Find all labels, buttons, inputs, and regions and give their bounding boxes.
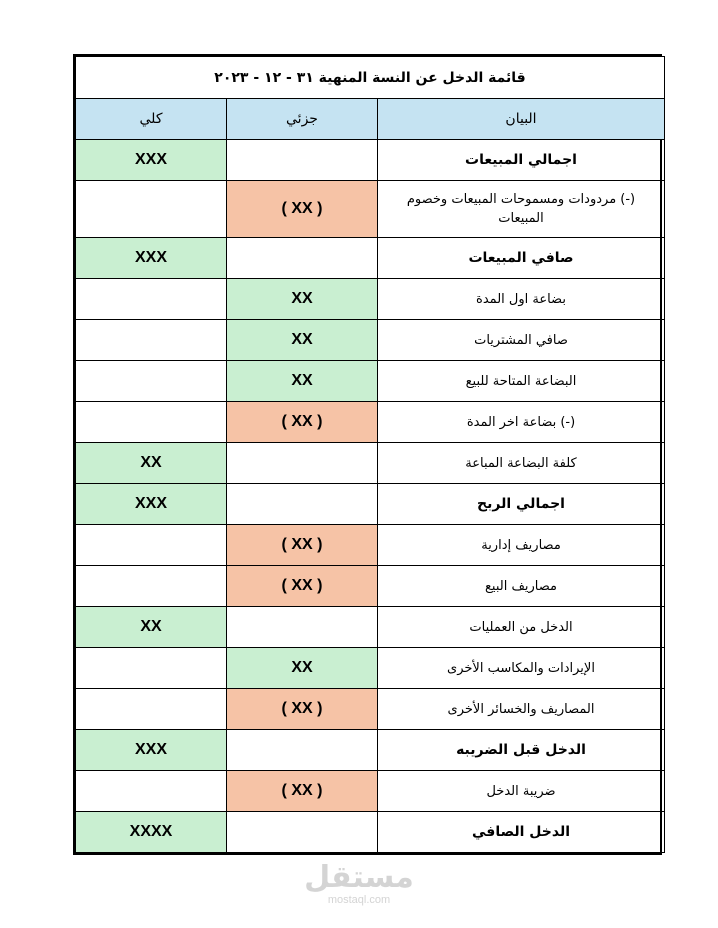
total-cell xyxy=(76,689,227,730)
description-cell: المصاريف والخسائر الأخرى xyxy=(378,689,665,730)
table-row xyxy=(76,689,665,730)
description-cell: بضاعة اول المدة xyxy=(378,279,665,320)
description-cell: (-) مردودات ومسموحات المبيعات وخصوم المبيعات xyxy=(378,181,665,238)
partial-cell xyxy=(227,140,378,181)
total-cell: XXX xyxy=(76,730,227,771)
partial-cell: ( XX ) xyxy=(227,402,378,443)
header-row xyxy=(76,99,665,140)
partial-cell: XX xyxy=(227,320,378,361)
table-row xyxy=(76,443,665,484)
total-cell: XXX xyxy=(76,238,227,279)
table-row xyxy=(76,730,665,771)
total-cell: XXXX xyxy=(76,812,227,853)
table-row xyxy=(76,525,665,566)
statement-title: قائمة الدخل عن النسة المنهية ٣١ - ١٢ - ٢٠٢٣ xyxy=(76,57,665,99)
description-cell: ضريبة الدخل xyxy=(378,771,665,812)
table-row xyxy=(76,238,665,279)
header-partial: جزئي xyxy=(227,99,378,140)
table-row xyxy=(76,771,665,812)
partial-cell: ( XX ) xyxy=(227,689,378,730)
table-row xyxy=(76,279,665,320)
total-cell xyxy=(76,320,227,361)
partial-cell: ( XX ) xyxy=(227,525,378,566)
description-cell: اجمالي الربح xyxy=(378,484,665,525)
table-row xyxy=(76,402,665,443)
partial-cell xyxy=(227,443,378,484)
income-statement-sheet xyxy=(73,54,662,855)
mostaql-watermark xyxy=(0,862,718,906)
description-cell: مصاريف إدارية xyxy=(378,525,665,566)
table-row xyxy=(76,484,665,525)
partial-cell: ( XX ) xyxy=(227,771,378,812)
table-row xyxy=(76,361,665,402)
description-cell: الدخل قبل الضريبه xyxy=(378,730,665,771)
description-cell: الإيرادات والمكاسب الأخرى xyxy=(378,648,665,689)
partial-cell xyxy=(227,484,378,525)
description-cell: صافي المبيعات xyxy=(378,238,665,279)
total-cell xyxy=(76,525,227,566)
total-cell xyxy=(76,181,227,238)
partial-cell xyxy=(227,730,378,771)
table-row xyxy=(76,812,665,853)
description-cell: الدخل الصافي xyxy=(378,812,665,853)
total-cell xyxy=(76,566,227,607)
total-cell: XXX xyxy=(76,140,227,181)
table-row xyxy=(76,648,665,689)
table-row xyxy=(76,607,665,648)
partial-cell: XX xyxy=(227,279,378,320)
total-cell: XX xyxy=(76,607,227,648)
watermark-word: مستقل xyxy=(304,860,414,895)
table-row xyxy=(76,140,665,181)
table-row xyxy=(76,320,665,361)
partial-cell: XX xyxy=(227,361,378,402)
partial-cell xyxy=(227,812,378,853)
description-cell: البضاعة المتاحة للبيع xyxy=(378,361,665,402)
description-cell: صافي المشتريات xyxy=(378,320,665,361)
total-cell xyxy=(76,361,227,402)
description-cell: مصاريف البيع xyxy=(378,566,665,607)
header-description: البيان xyxy=(378,99,665,140)
header-total: كلي xyxy=(76,99,227,140)
total-cell xyxy=(76,402,227,443)
table-row xyxy=(76,181,665,238)
partial-cell xyxy=(227,238,378,279)
total-cell xyxy=(76,771,227,812)
description-cell: كلفة البضاعة المباعة xyxy=(378,443,665,484)
partial-cell: XX xyxy=(227,648,378,689)
description-cell: الدخل من العمليات xyxy=(378,607,665,648)
total-cell: XX xyxy=(76,443,227,484)
title-row xyxy=(76,57,665,99)
total-cell xyxy=(76,279,227,320)
partial-cell xyxy=(227,607,378,648)
watermark-domain: mostaql.com xyxy=(327,894,391,906)
description-cell: اجمالي المبيعات xyxy=(378,140,665,181)
description-cell: (-) بضاعة اخر المدة xyxy=(378,402,665,443)
partial-cell: ( XX ) xyxy=(227,181,378,238)
income-statement-table xyxy=(75,56,665,853)
total-cell: XXX xyxy=(76,484,227,525)
total-cell xyxy=(76,648,227,689)
table-row xyxy=(76,566,665,607)
partial-cell: ( XX ) xyxy=(227,566,378,607)
